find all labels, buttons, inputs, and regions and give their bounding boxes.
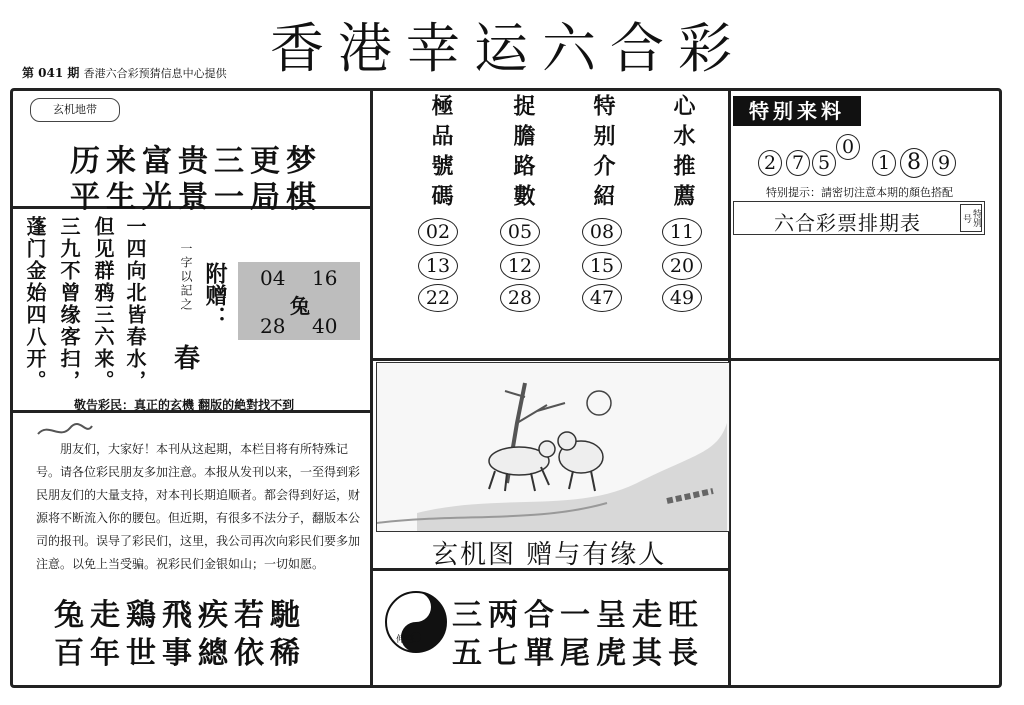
poem-line-2: 平生光景一局棋	[70, 180, 322, 215]
gift-num: 16	[312, 266, 338, 290]
digit-ring: 0	[836, 134, 860, 160]
digit-ring: 8	[900, 148, 928, 178]
poem-line-1: 历来富贵三更梦	[70, 144, 322, 179]
gift-num: 28	[260, 314, 286, 338]
column-head-4: 心水推薦	[670, 94, 696, 214]
schedule-title: 六合彩票排期表	[774, 211, 921, 235]
number-ball: 13	[418, 252, 458, 280]
schedule-badge: 特别号	[960, 204, 982, 232]
gift-num: 04	[260, 266, 286, 290]
image-caption: 玄机图 赠与有缘人	[432, 540, 667, 570]
digit-ring: 2	[758, 150, 782, 176]
issue-line	[22, 64, 227, 81]
divider-right	[728, 88, 731, 358]
divider-left	[370, 88, 373, 688]
taiji-text-2: 伸空	[396, 635, 415, 645]
number-ball: 28	[500, 284, 540, 312]
digit-ring: 9	[932, 150, 956, 176]
goats-illustration	[377, 363, 729, 531]
taiji-text-1: 玄機	[410, 603, 429, 613]
number-ball: 12	[500, 252, 540, 280]
puzzle-illustration	[376, 362, 730, 532]
bottom-poem-left-2: 百年世事總依稀	[54, 636, 306, 671]
digit-ring: 1	[872, 150, 896, 176]
gift-num: 40	[312, 314, 338, 338]
number-ball: 49	[662, 284, 702, 312]
number-ball: 15	[582, 252, 622, 280]
special-title: 特别来料	[733, 96, 861, 126]
number-ball: 20	[662, 252, 702, 280]
page-title: 香港幸运六合彩	[270, 17, 746, 80]
verse-col-3: 三九不曾缘客扫，	[57, 216, 81, 392]
digit-ring: 5	[812, 150, 836, 176]
gift-center: 兔	[290, 294, 310, 318]
bottom-poem-mid-2: 五七單尾虎其長	[452, 636, 704, 671]
number-ball: 47	[582, 284, 622, 312]
issue-number: 第 041 期	[22, 66, 80, 80]
number-ball: 05	[500, 218, 540, 246]
section-tag: 玄机地带	[30, 98, 120, 122]
digit-ring: 7	[786, 150, 810, 176]
gift-label: 附赠：	[202, 262, 228, 328]
gift-hint: 一字以記之	[179, 242, 193, 312]
gift-box	[238, 262, 360, 340]
number-ball: 02	[418, 218, 458, 246]
notice-paragraph: 朋友们，大家好！本刊从这起期，本栏目将有所特殊记号。请各位彩民朋友多加注意。本报从发刊以来，一至得到彩民朋友们的大量支持，对本刊长期追顺者。都会得到好运，财源将不断流入你的腰包。但近期，有很多不法分子，翻版本公司的报刊。误导了彩民们，这里，我公司再次向彩民们要多加注意。以免上当受骗。祝彩民们金银如山；一切如愿。	[36, 442, 361, 571]
source-text: 香港六合彩预猜信息中心提供	[83, 67, 227, 80]
divider-mid-1	[372, 358, 1002, 361]
column-head-2: 捉膽路數	[510, 94, 536, 214]
verse-col-4: 蓬门金始四八开。	[23, 216, 47, 392]
gift-answer: 春	[174, 344, 201, 374]
column-head-3: 特别介紹	[590, 94, 616, 214]
number-ball: 11	[662, 218, 702, 246]
color-tip: 特别提示：請密切注意本期的顏色搭配	[766, 186, 953, 199]
bottom-poem-left-1: 兔走鶏飛疾若馳	[54, 598, 306, 633]
number-ball: 08	[582, 218, 622, 246]
column-head-1: 極品號碼	[428, 94, 454, 214]
verse-col-1: 一四向北皆春水，	[123, 216, 147, 392]
number-ball: 22	[418, 284, 458, 312]
notice-line: 敬告彩民：真正的玄機 翻版的絶對找不到	[74, 398, 295, 412]
verse-col-2: 但见群鸦三六来。	[91, 216, 115, 392]
schedule-box	[733, 201, 985, 235]
bottom-poem-mid-1: 三两合一呈走旺	[452, 598, 704, 633]
